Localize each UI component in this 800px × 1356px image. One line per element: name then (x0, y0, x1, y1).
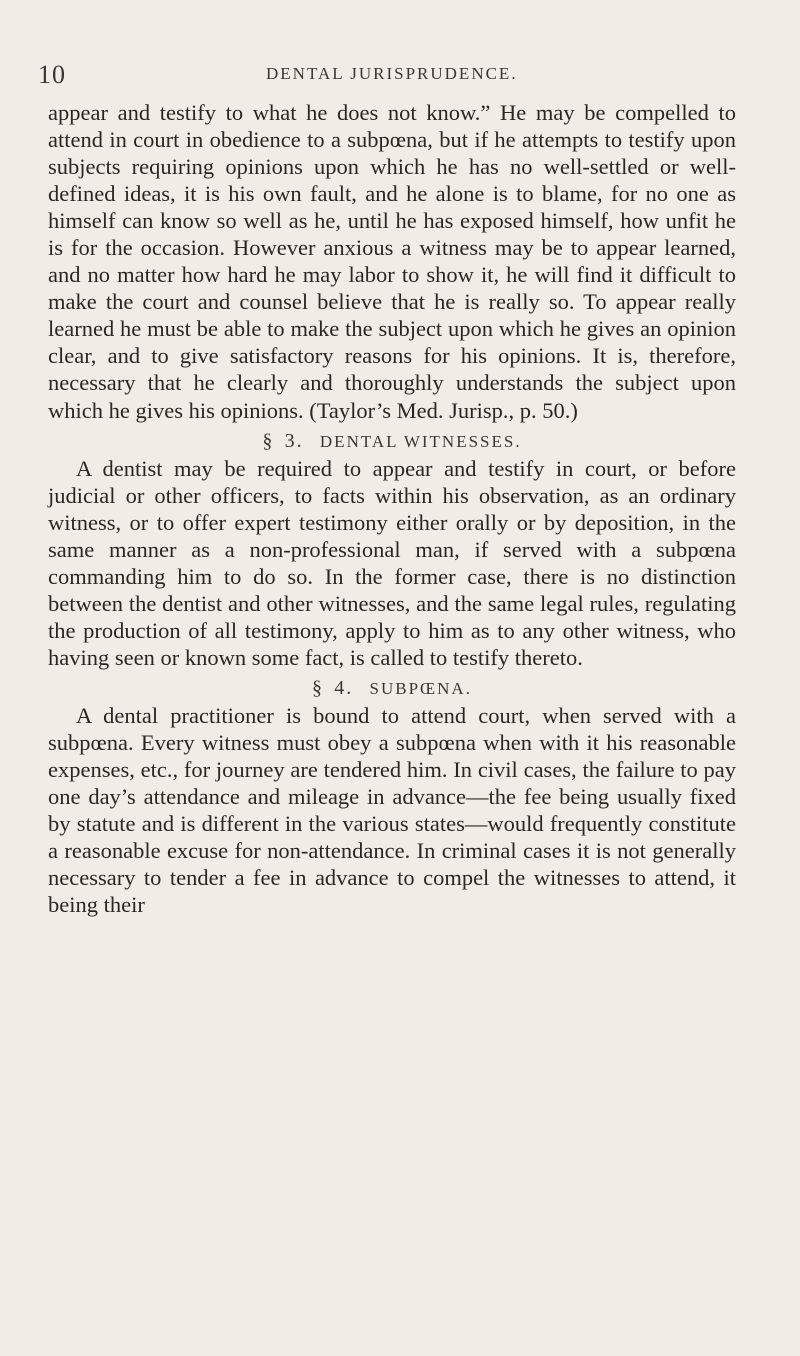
section-symbol: § (312, 676, 325, 699)
section-title: DENTAL WITNESSES. (319, 431, 522, 451)
section-heading-subpoena (48, 675, 736, 702)
section-heading-dental-witnesses (48, 428, 736, 455)
paragraph-continuation: appear and testify to what he does not know.” He may be compelled to attend in court in obedience to a subpœna, but if he attempts to testify upon subjects requiring opinions upon which he has no well-settled or well-defined ideas, it is his own fault, and he alone is to blame, for no one as himself can know so well as he, until he has exposed himself, how unfit he is for the occasion. However anxious a witness may be to appear learned, and no matter how hard he may labor to show it, he will find it difficult to make the court and counsel believe that he is really so. To appear really learned he must be able to make the subject upon which he gives an opinion clear, and to give satisfactory reasons for his opinions. It is, therefore, necessary that he clearly and thoroughly understands the subject upon which he gives his opinions. (Taylor’s Med. Jurisp., p. 50.) (48, 100, 736, 423)
paragraph-subpoena: A dental practitioner is bound to attend court, when served with a subpœna. Every witness must obey a subpœna when with it his reasonable expenses, etc., for journey are tendered him. In civil cases, the failure to pay one day’s attendance and mileage in advance—the fee being usually fixed by statute and is different in the various states—would frequently constitute a reasonable excuse for non-attendance. In criminal cases it is not generally necessary to tender a fee in advance to compel the witnesses to attend, it being their (48, 702, 736, 918)
section-number: 3. (284, 429, 304, 452)
section-number: 4. (334, 676, 354, 699)
section-symbol: § (262, 429, 275, 452)
section-title: SUBPŒNA. (369, 678, 472, 698)
running-head (38, 60, 738, 90)
paragraph-dental-witnesses: A dentist may be required to appear and testify in court, or before judicial or other officers, to facts within his observation, as an ordinary witness, or to offer expert testimony either orally or by deposition, in the same manner as a non-professional man, if served with a subpœna commanding him to do so. In the former case, there is no distinction between the dentist and other witnesses, and the same legal rules, regulating the production of all testimony, apply to him as to any other witness, who having seen or known some fact, is called to testify thereto. (48, 455, 736, 670)
body-text (48, 99, 736, 918)
running-title: DENTAL JURISPRUDENCE. (266, 64, 518, 83)
page-number: 10 (38, 60, 66, 89)
